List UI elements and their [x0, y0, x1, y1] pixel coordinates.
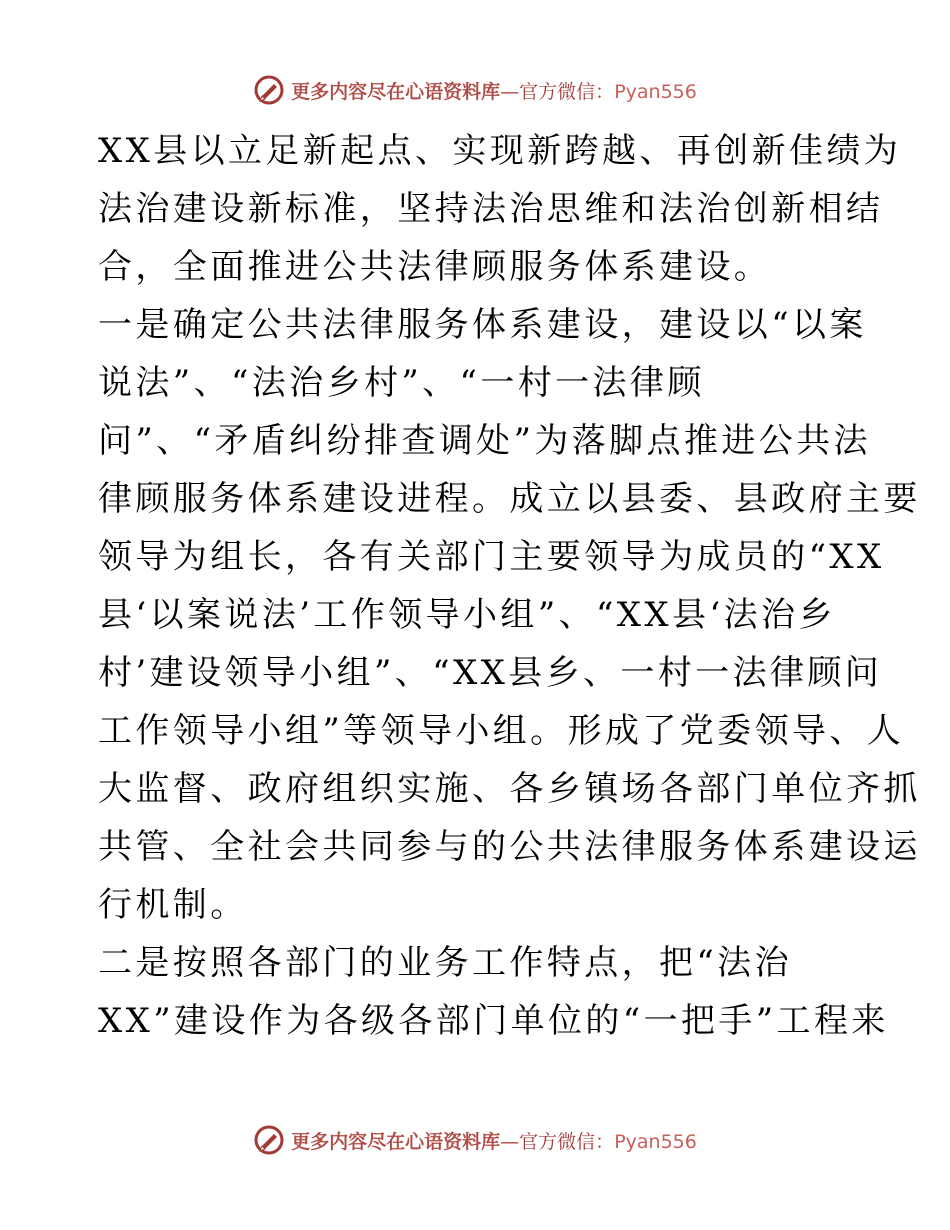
text-line: 村’建设领导小组”、“XX县乡、一村一法律顾问: [98, 653, 883, 693]
document-body: [98, 122, 921, 1050]
text-line: 合，全面推进公共法律顾服务体系建设。: [98, 247, 772, 287]
text-line: XX县以立足新起点、实现新跨越、再创新佳绩为: [98, 131, 902, 171]
paragraph-2: [98, 296, 921, 934]
text-line: 法治建设新标准，坚持法治思维和法治创新相结: [98, 189, 884, 229]
banner-wechat-label: 官方微信：: [519, 80, 615, 103]
pen-logo-icon: [253, 74, 285, 106]
text-line: 领导为组长，各有关部门主要领导为成员的“XX: [98, 537, 885, 577]
text-line: 共管、全社会共同参与的公共法律服务体系建设运: [98, 827, 921, 867]
text-line: 说法”、“法治乡村”、“一村一法律顾: [98, 363, 705, 403]
text-line: 工作领导小组”等领导小组。形成了党委领导、人: [98, 711, 905, 751]
footer-banner: [0, 1120, 950, 1160]
text-line: 大监督、政府组织实施、各乡镇场各部门单位齐抓: [98, 769, 921, 809]
header-banner-text: [291, 77, 697, 104]
banner-dash: —: [500, 80, 520, 103]
text-line: 二是按照各部门的业务工作特点，把“法治: [98, 943, 792, 983]
text-line: 行机制。: [98, 885, 248, 925]
header-banner: [0, 70, 950, 110]
footer-banner-text: [291, 1127, 697, 1154]
text-line: XX”建设作为各级各部门单位的“一把手”工程来: [98, 1001, 889, 1041]
banner-site-text: 更多内容尽在心语资料库: [291, 80, 501, 103]
banner-wechat-label: 官方微信：: [519, 1130, 615, 1153]
banner-account: Pyan556: [614, 1130, 697, 1153]
banner-site-text: 更多内容尽在心语资料库: [291, 1130, 501, 1153]
text-line: 一是确定公共法律服务体系建设，建设以“以案: [98, 305, 867, 345]
banner-dash: —: [500, 1130, 520, 1153]
paragraph-1: [98, 122, 902, 296]
text-line: 问”、“矛盾纠纷排查调处”为落脚点推进公共法: [98, 421, 871, 461]
pen-logo-icon: [253, 1124, 285, 1156]
text-line: 律顾服务体系建设进程。成立以县委、县政府主要: [98, 479, 921, 519]
paragraph-3: [98, 934, 889, 1050]
banner-account: Pyan556: [614, 80, 697, 103]
text-line: 县‘以案说法’工作领导小组”、“XX县‘法治乡: [98, 595, 836, 635]
